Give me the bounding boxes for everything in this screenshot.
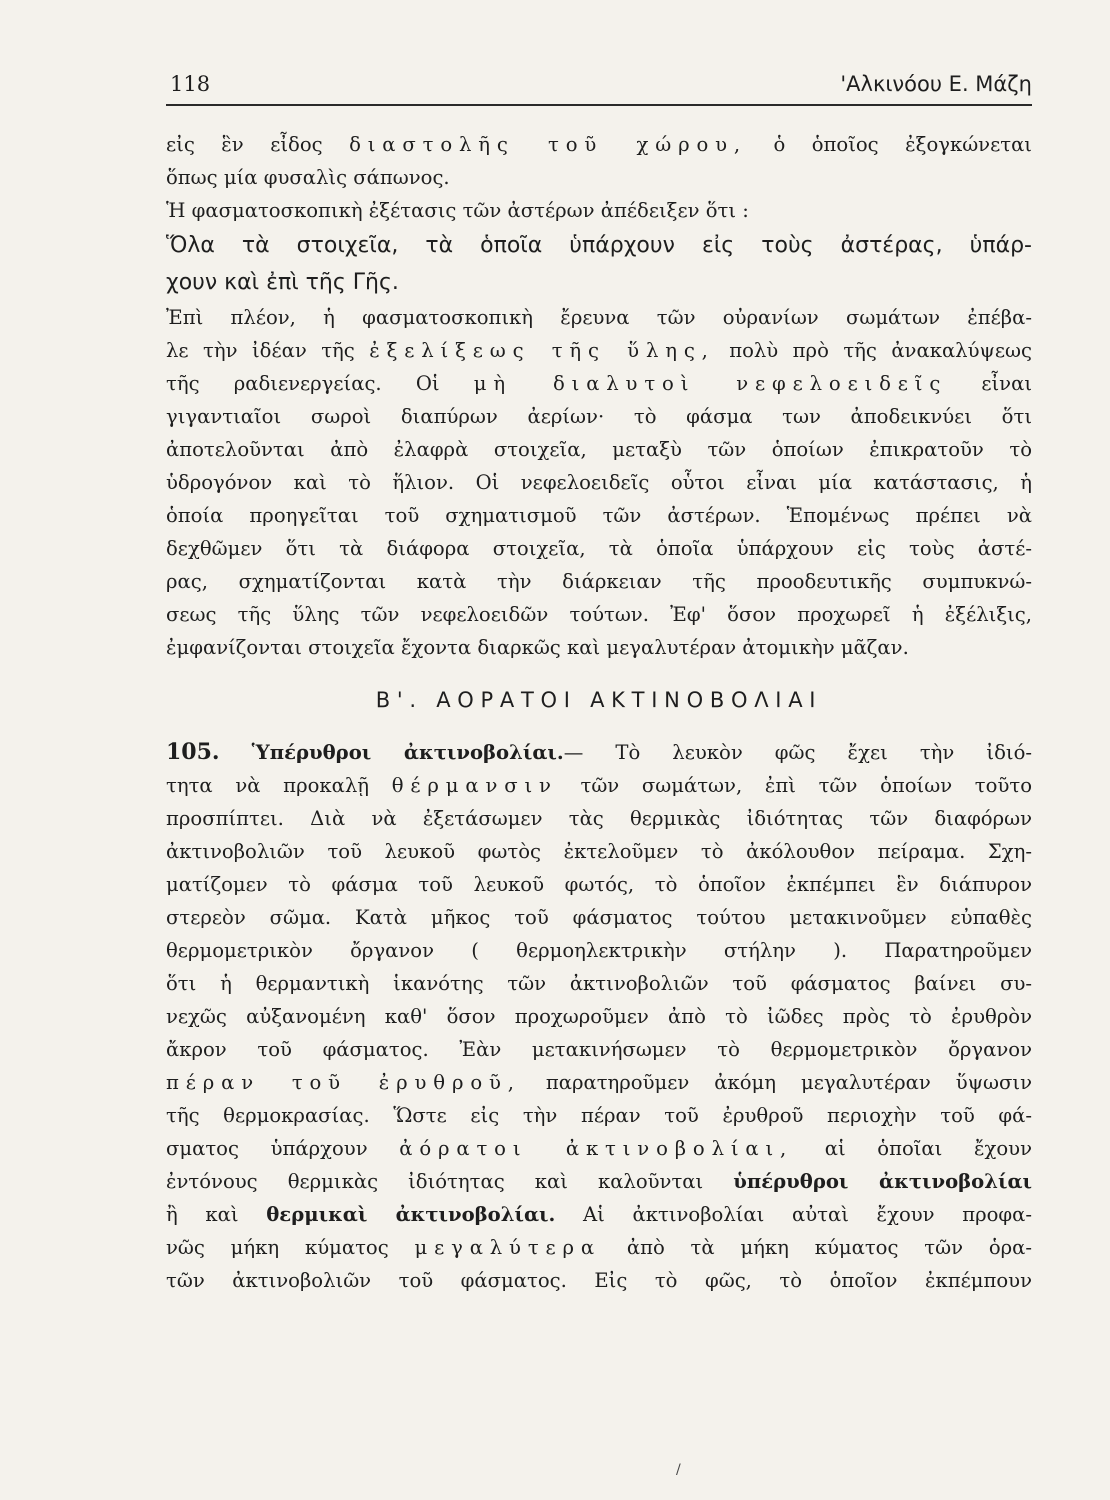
text-line: ἀποτελοῦνται ἀπὸ ἐλαφρὰ στοιχεῖα, μεταξὺ τῶν ὁποίων ἐπικρατοῦν τὸ: [166, 438, 1032, 461]
page-number: 118: [170, 72, 211, 96]
section-heading: Β'. ΑΟΡΑΤΟΙ ΑΚΤΙΝΟΒΟΛΙΑΙ: [375, 688, 823, 712]
stray-mark: /: [676, 1462, 681, 1478]
text-line: σεως τῆς ὕλης τῶν νεφελοειδῶν τούτων. Ἐφ' ὅσον προχωρεῖ ἡ ἐξέλιξις,: [166, 603, 1032, 626]
text-line: ὅπως μία φυσαλὶς σάπωνος.: [166, 166, 450, 189]
text-line: ἐμφανίζονται στοιχεῖα ἔχοντα διαρκῶς καὶ μεγαλυτέραν ἀτομικὴν μᾶζαν.: [166, 636, 909, 659]
text-line: ἢ καὶ θερμικαὶ ἀκτινοβολίαι. Αἱ ἀκτινοβολίαι αὐταὶ ἔχουν προφα-: [166, 1203, 1032, 1226]
running-head: 'Αλκινόου Ε. Μάζη: [840, 72, 1032, 96]
section-title: Ὑπέρυθροι ἀκτινοβολίαι.: [251, 741, 564, 764]
text-line: ματίζομεν τὸ φάσμα τοῦ λευκοῦ φωτός, τὸ ὁποῖον ἐκπέμπει ἓν διάπυρον: [166, 873, 1032, 896]
text-line: νῶς μήκη κύματος μεγαλύτερα ἀπὸ τὰ μήκη κύματος τῶν ὁρα-: [166, 1236, 1032, 1259]
text-line: τητα νὰ προκαλῇ θέρμανσιν τῶν σωμάτων, ἐπὶ τῶν ὁποίων τοῦτο: [166, 774, 1032, 797]
text-line: δεχθῶμεν ὅτι τὰ διάφορα στοιχεῖα, τὰ ὁποῖα ὑπάρχουν εἰς τοὺς ἀστέ-: [166, 537, 1032, 560]
text-line: ρας, σχηματίζονται κατὰ τὴν διάρκειαν τῆς προοδευτικῆς συμπυκνώ-: [166, 570, 1032, 593]
text-line: τῆς θερμοκρασίας. Ὥστε εἰς τὴν πέραν τοῦ ἐρυθροῦ περιοχὴν τοῦ φά-: [166, 1104, 1032, 1127]
statement-line: χουν καὶ ἐπὶ τῆς Γῆς.: [166, 270, 399, 295]
text-line: νεχῶς αὐξανομένη καθ' ὅσον προχωροῦμεν ἀπὸ τὸ ἰῶδες πρὸς τὸ ἐρυθρὸν: [166, 1005, 1032, 1028]
text-line: εἰς ἓν εἶδος διαστολῆς τοῦ χώρου, ὁ ὁποῖος ἐξογκώνεται: [166, 133, 1032, 156]
text-line: Ἡ φασματοσκοπικὴ ἐξέτασις τῶν ἀστέρων ἀπέδειξεν ὅτι :: [166, 199, 749, 222]
page-header: [166, 64, 1032, 106]
text-line: ἐντόνους θερμικὰς ἰδιότητας καὶ καλοῦνται ὑπέρυθροι ἀκτινοβολίαι: [166, 1170, 1032, 1193]
page-body: [166, 128, 1032, 1297]
text-line: ἀκτινοβολιῶν τοῦ λευκοῦ φωτὸς ἐκτελοῦμεν τὸ ἀκόλουθον πείραμα. Σχη-: [166, 840, 1032, 863]
text-line: γιγαντιαῖοι σωροὶ διαπύρων ἀερίων· τὸ φάσμα των ἀποδεικνύει ὅτι: [166, 405, 1032, 428]
text-line: Ἐπὶ πλέον, ἡ φασματοσκοπικὴ ἔρευνα τῶν οὐρανίων σωμάτων ἐπέβα-: [166, 306, 1032, 329]
text-line: τῶν ἀκτινοβολιῶν τοῦ φάσματος. Εἰς τὸ φῶς, τὸ ὁποῖον ἐκπέμπουν: [166, 1269, 1032, 1292]
text-line: πέραν τοῦ ἐρυθροῦ, παρατηροῦμεν ἀκόμη μεγαλυτέραν ὕψωσιν: [166, 1071, 1032, 1094]
text-line: προσπίπτει. Διὰ νὰ ἐξετάσωμεν τὰς θερμικὰς ἰδιότητας τῶν διαφόρων: [166, 807, 1032, 830]
text-line: σματος ὑπάρχουν ἀόρατοι ἀκτινοβολίαι, αἱ ὁποῖαι ἔχουν: [166, 1137, 1032, 1160]
section-number: 105.: [166, 739, 220, 765]
statement-line: Ὅλα τὰ στοιχεῖα, τὰ ὁποῖα ὑπάρχουν εἰς τοὺς ἀστέρας, ὑπάρ-: [166, 233, 1032, 258]
text-line: θερμομετρικὸν ὄργανον ( θερμοηλεκτρικὴν στήλην ). Παρατηροῦμεν: [166, 939, 1032, 962]
text-line: λε τὴν ἰδέαν τῆς ἐξελίξεως τῆς ὕλης, πολὺ πρὸ τῆς ἀνακαλύψεως: [166, 339, 1032, 362]
text-line: 105. Ὑπέρυθροι ἀκτινοβολίαι.— Τὸ λευκὸν φῶς ἔχει τὴν ἰδιό-: [166, 739, 1032, 765]
text-line: στερεὸν σῶμα. Κατὰ μῆκος τοῦ φάσματος τούτου μετακινοῦμεν εὐπαθὲς: [166, 906, 1032, 929]
text-line: ὅτι ἡ θερμαντικὴ ἱκανότης τῶν ἀκτινοβολιῶν τοῦ φάσματος βαίνει συ-: [166, 972, 1032, 995]
text-line: ἄκρον τοῦ φάσματος. Ἐὰν μετακινήσωμεν τὸ θερμομετρικὸν ὄργανον: [166, 1038, 1032, 1061]
text-line: τῆς ραδιενεργείας. Οἱ μὴ διαλυτοὶ νεφελοειδεῖς εἶναι: [166, 372, 1032, 395]
text-line: ὑδρογόνον καὶ τὸ ἥλιον. Οἱ νεφελοειδεῖς οὗτοι εἶναι μία κατάστασις, ἡ: [166, 471, 1032, 494]
text-line: ὁποία προηγεῖται τοῦ σχηματισμοῦ τῶν ἀστέρων. Ἑπομένως πρέπει νὰ: [166, 504, 1032, 527]
